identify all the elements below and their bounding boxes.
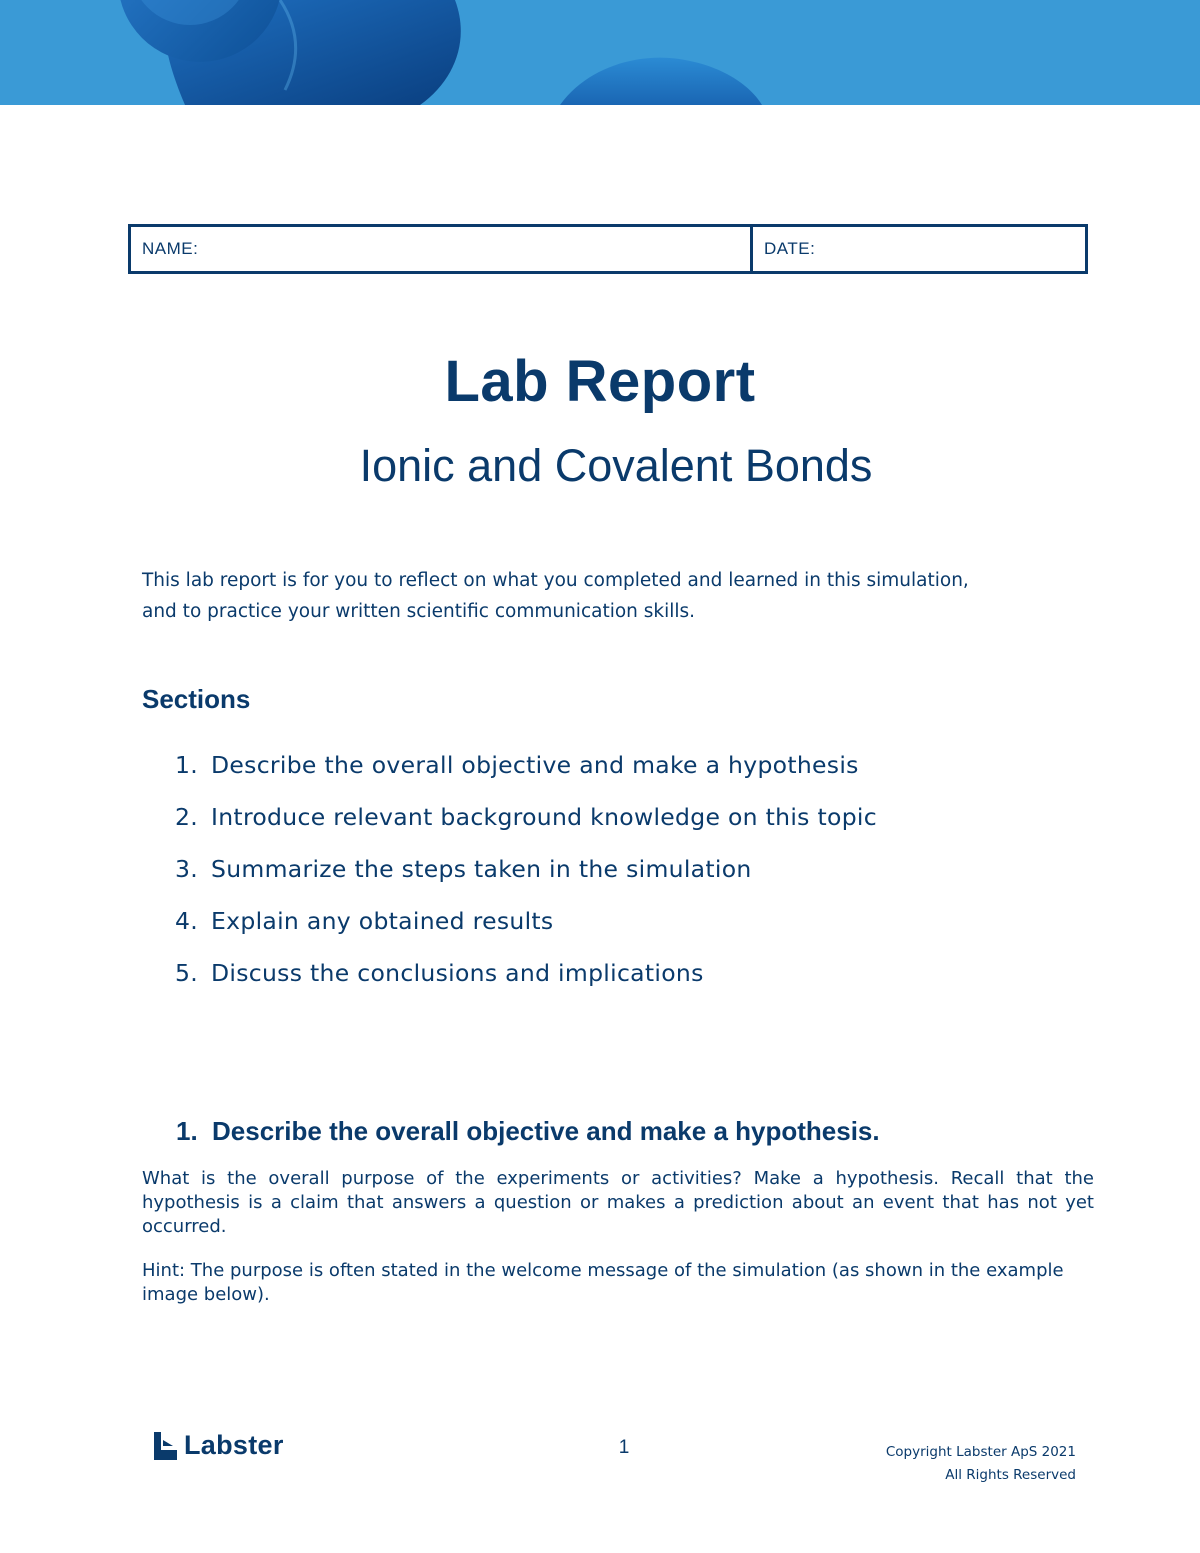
list-item-number: 1. <box>175 751 199 779</box>
question-1-heading <box>176 1116 880 1147</box>
name-date-table <box>128 224 1088 274</box>
intro-paragraph <box>142 565 1142 627</box>
list-item <box>175 798 877 850</box>
list-item-number: 5. <box>175 959 199 987</box>
list-item <box>175 746 877 798</box>
question-description: What is the overall purpose of the experiments or activities? Make a hypothesis. Recall that the hypothesis is a claim that answers a question or makes a prediction about an event that has not yet occurred. <box>142 1168 1094 1237</box>
list-item-text: Summarize the steps taken in the simulation <box>211 855 752 883</box>
list-item-number: 4. <box>175 907 199 935</box>
list-item-text: Introduce relevant background knowledge on this topic <box>211 803 877 831</box>
copyright-notice <box>886 1441 1076 1487</box>
intro-line: and to practice your written scientific communication skills. <box>142 601 696 622</box>
labster-logo <box>152 1430 284 1461</box>
list-item <box>175 954 877 1006</box>
banner-graphic <box>0 0 1200 105</box>
labster-logo-icon <box>152 1431 178 1461</box>
sections-list <box>175 746 877 1006</box>
list-item-text: Discuss the conclusions and implications <box>211 959 704 987</box>
list-item <box>175 902 877 954</box>
question-hint: Hint: The purpose is often stated in the welcome message of the simulation (as shown in the example image below). <box>142 1260 1064 1305</box>
question-number: 1. <box>176 1116 198 1146</box>
date-field[interactable] <box>753 227 1085 271</box>
list-item-text: Explain any obtained results <box>211 907 554 935</box>
list-item-text: Describe the overall objective and make a hypothesis <box>211 751 859 779</box>
list-item-number: 3. <box>175 855 199 883</box>
sections-heading: Sections <box>142 684 251 714</box>
question-1-body <box>142 1167 1094 1327</box>
question-title: Describe the overall objective and make a hypothesis. <box>212 1116 880 1146</box>
intro-line: This lab report is for you to reflect on what you completed and learned in this simulation, <box>142 570 969 591</box>
list-item-number: 2. <box>175 803 199 831</box>
header-banner <box>0 0 1200 105</box>
date-label: DATE: <box>764 239 816 258</box>
page-title: Lab Report <box>444 349 756 414</box>
rights-line: All Rights Reserved <box>945 1467 1076 1483</box>
list-item <box>175 850 877 902</box>
page-number: 1 <box>618 1437 630 1458</box>
name-label: NAME: <box>142 239 199 258</box>
copyright-line: Copyright Labster ApS 2021 <box>885 1444 1076 1460</box>
page-subtitle: Ionic and Covalent Bonds <box>359 440 873 491</box>
name-field[interactable] <box>131 227 753 271</box>
logo-text: Labster <box>184 1430 284 1460</box>
